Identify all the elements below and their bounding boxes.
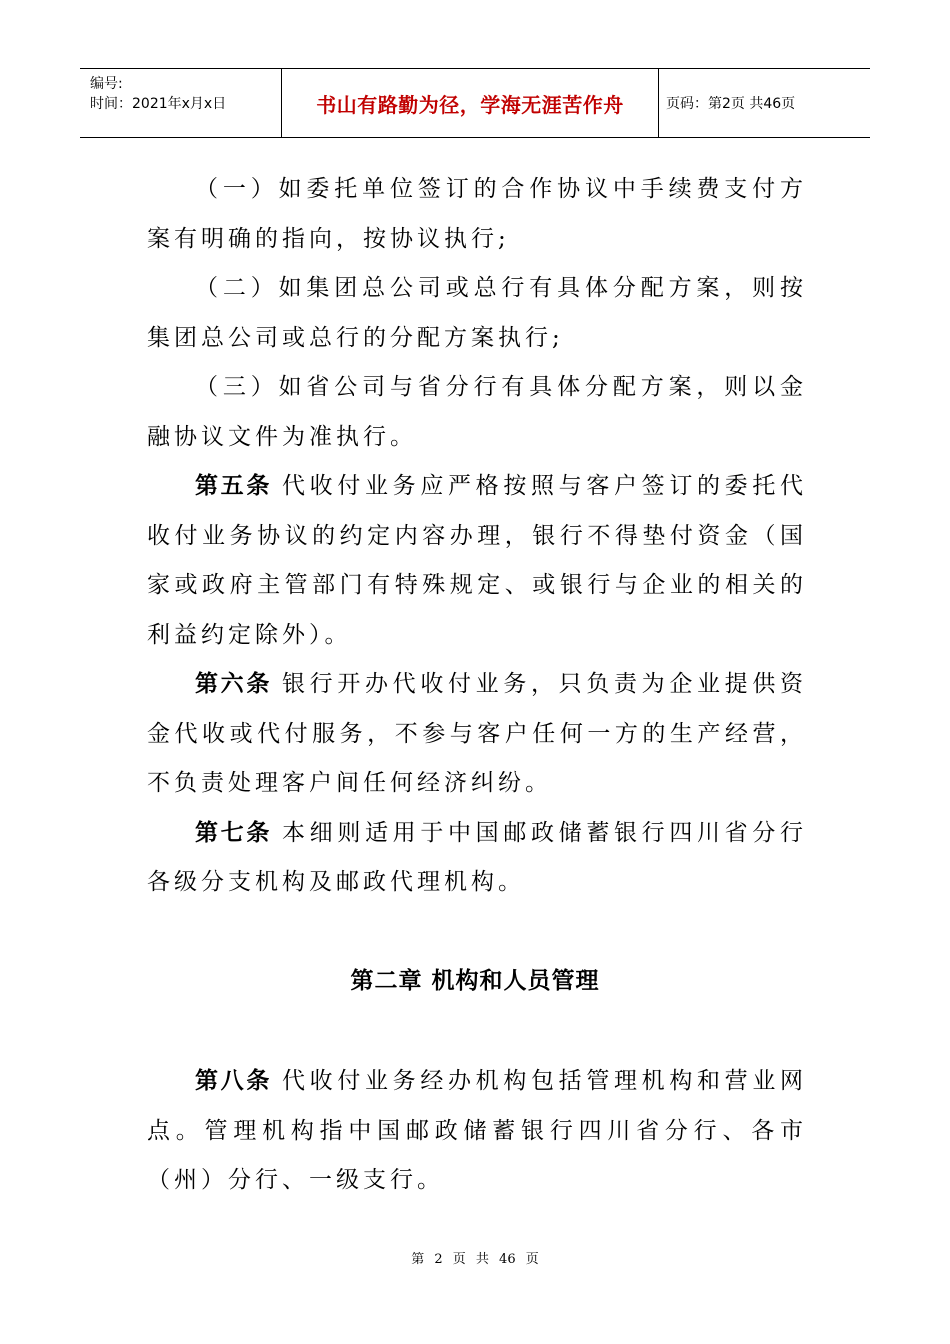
paragraph-text: （三）如省公司与省分行有具体分配方案，则以金融协议文件为准执行。 xyxy=(147,374,807,450)
body-section-1 xyxy=(147,165,807,908)
article-heading: 第六条 xyxy=(195,671,272,697)
article-6 xyxy=(147,660,807,809)
article-8 xyxy=(147,1057,807,1206)
article-heading: 第五条 xyxy=(195,473,272,499)
paragraph-1 xyxy=(147,165,807,264)
page-header xyxy=(80,68,870,138)
paragraph-text: （二）如集团总公司或总行有具体分配方案，则按集团总公司或总行的分配方案执行; xyxy=(147,275,807,351)
paragraph-2 xyxy=(147,264,807,363)
paragraph-text: 代收付业务应严格按照与客户签订的委托代收付业务协议的约定内容办理，银行不得垫付资金（国家或政府主管部门有特殊规定、或银行与企业的相关的利益约定除外）。 xyxy=(147,473,807,648)
document-number-label: 编号: xyxy=(90,76,123,92)
header-motto: 书山有路勤为径，学海无涯苦作舟 xyxy=(282,69,659,137)
article-5 xyxy=(147,462,807,660)
article-heading: 第七条 xyxy=(195,819,272,846)
paragraph-text: 代收付业务经办机构包括管理机构和营业网点。管理机构指中国邮政储蓄银行四川省分行、各市（州）分行、一级支行。 xyxy=(147,1068,807,1193)
header-page-number: 页码：第2页 共46页 xyxy=(666,96,796,112)
paragraph-text: （一）如委托单位签订的合作协议中手续费支付方案有明确的指向，按协议执行; xyxy=(147,176,807,252)
paragraph-text: 银行开办代收付业务，只负责为企业提供资金代收或代付服务，不参与客户任何一方的生产经营，不负责处理客户间任何经济纠纷。 xyxy=(147,671,807,796)
article-heading: 第八条 xyxy=(195,1068,272,1094)
page-footer: 第 2 页 共 46 页 xyxy=(411,1252,539,1267)
paragraph-3 xyxy=(147,363,807,462)
body-section-2 xyxy=(147,1057,807,1206)
header-info-cell xyxy=(80,69,282,137)
article-7 xyxy=(147,809,807,908)
document-date-label: 时间：2021年x月x日 xyxy=(90,96,227,112)
chapter-title: 第二章 机构和人员管理 xyxy=(350,968,600,994)
paragraph-text: 本细则适用于中国邮政储蓄银行四川省分行各级分支机构及邮政代理机构。 xyxy=(147,819,807,895)
